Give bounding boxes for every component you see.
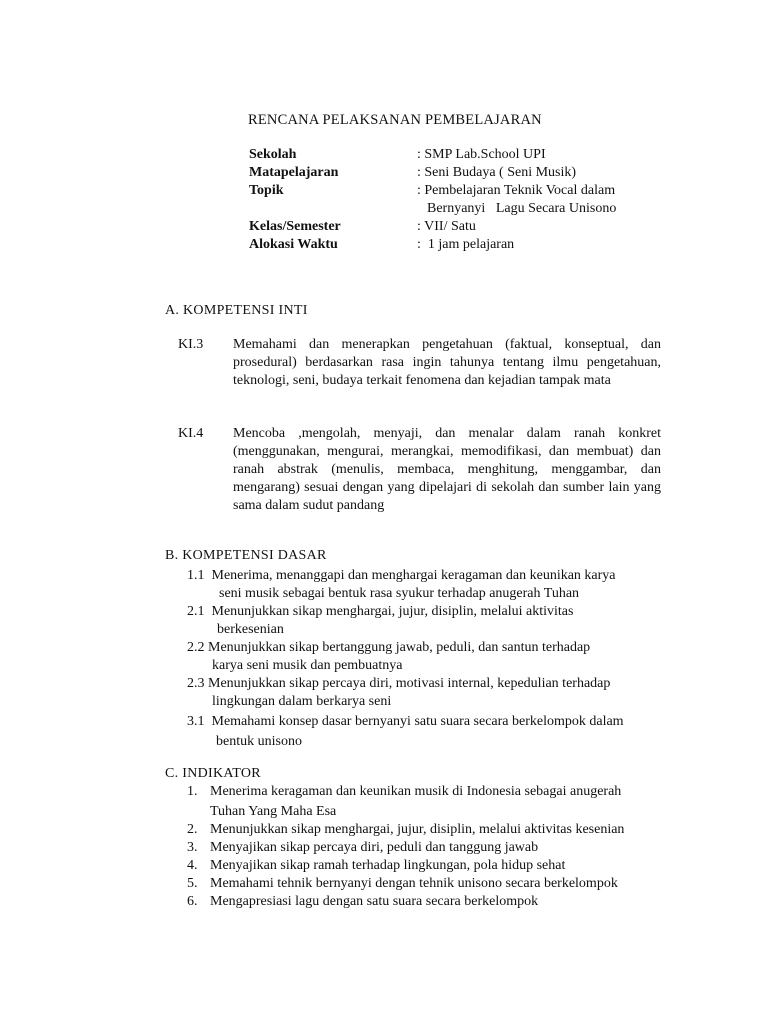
info-value-line: Bernyanyi Lagu Secara Unisono bbox=[427, 201, 617, 216]
list-item bbox=[187, 567, 667, 603]
section-heading-kompetensi-dasar: B. KOMPETENSI DASAR bbox=[165, 548, 327, 563]
list-number: 2. bbox=[187, 822, 198, 837]
kd-line: 2.1 Menunjukkan sikap menghargai, jujur, disiplin, melalui aktivitas bbox=[187, 604, 574, 619]
info-table bbox=[249, 146, 669, 254]
kd-line: berkesenian bbox=[217, 622, 284, 637]
kd-line: lingkungan dalam berkarya seni bbox=[212, 694, 392, 709]
kd-line: 1.1 Menerima, menanggapi dan menghargai keragaman dan keunikan karya bbox=[187, 568, 616, 583]
list-item bbox=[187, 857, 667, 875]
ki-code: KI.3 bbox=[178, 337, 204, 352]
ki-text: Memahami dan menerapkan pengetahuan (faktual, konseptual, dan prosedural) berdasarkan rasa ingin tahunya tentang ilmu pengetahuan, teknologi, seni, budaya terkait fenomena dan kejadian tampak mata bbox=[233, 337, 661, 388]
kd-line: bentuk unisono bbox=[216, 734, 302, 749]
list-text: Menunjukkan sikap menghargai, jujur, disiplin, melalui aktivitas kesenian bbox=[210, 822, 625, 837]
info-value bbox=[417, 182, 667, 218]
kd-line: karya seni musik dan pembuatnya bbox=[212, 658, 403, 673]
info-value-line: : Pembelajaran Teknik Vocal dalam bbox=[417, 183, 616, 198]
list-text: Tuhan Yang Maha Esa bbox=[210, 804, 337, 819]
info-row-matapelajaran bbox=[249, 164, 669, 182]
list-number: 6. bbox=[187, 894, 198, 909]
info-label: Topik bbox=[249, 183, 284, 198]
list-number: 3. bbox=[187, 840, 198, 855]
section-heading-kompetensi-inti: A. KOMPETENSI INTI bbox=[165, 303, 308, 318]
kd-line: 2.3 Menunjukkan sikap percaya diri, motivasi internal, kepedulian terhadap bbox=[187, 676, 611, 691]
kd-list bbox=[187, 567, 667, 751]
info-value: : Seni Budaya ( Seni Musik) bbox=[417, 165, 577, 180]
info-row-sekolah bbox=[249, 146, 669, 164]
list-item bbox=[187, 875, 667, 893]
section-heading-indikator: C. INDIKATOR bbox=[165, 766, 261, 781]
list-item bbox=[187, 713, 667, 751]
info-label: Sekolah bbox=[249, 147, 297, 162]
info-value: : VII/ Satu bbox=[417, 219, 476, 234]
list-number: 5. bbox=[187, 876, 198, 891]
list-item bbox=[187, 893, 667, 911]
ki-text: Mencoba ,mengolah, menyaji, dan menalar dalam ranah konkret (menggunakan, mengurai, merangkai, memodifikasi, dan membuat) dan ranah abstrak (menulis, membaca, menghitung, menggambar, dan mengarang) sesuai dengan yang dipelajari di sekolah dan sumber lain yang sama dalam sudut pandang bbox=[233, 426, 661, 513]
list-text: Memahami tehnik bernyanyi dengan tehnik unisono secara berkelompok bbox=[210, 876, 618, 891]
indikator-list bbox=[187, 783, 667, 911]
list-item bbox=[187, 783, 667, 821]
list-text: Menyajikan sikap ramah terhadap lingkungan, pola hidup sehat bbox=[210, 858, 566, 873]
list-text: Mengapresiasi lagu dengan satu suara secara berkelompok bbox=[210, 894, 539, 909]
kd-line: 3.1 Memahami konsep dasar bernyanyi satu suara secara berkelompok dalam bbox=[187, 714, 624, 729]
kd-line: seni musik sebagai bentuk rasa syukur terhadap anugerah Tuhan bbox=[219, 586, 580, 601]
ki-code: KI.4 bbox=[178, 426, 204, 441]
list-text: Menyajikan sikap percaya diri, peduli dan tanggung jawab bbox=[210, 840, 539, 855]
list-item bbox=[187, 821, 667, 839]
list-number: 4. bbox=[187, 858, 198, 873]
info-label: Matapelajaran bbox=[249, 165, 339, 180]
kd-line: 2.2 Menunjukkan sikap bertanggung jawab, peduli, dan santun terhadap bbox=[187, 640, 591, 655]
info-row-topik bbox=[249, 182, 669, 218]
info-value: : SMP Lab.School UPI bbox=[417, 147, 546, 162]
list-item bbox=[187, 839, 667, 857]
list-item bbox=[187, 603, 667, 639]
info-label: Alokasi Waktu bbox=[249, 237, 338, 252]
list-item bbox=[187, 675, 667, 711]
document-title: RENCANA PELAKSANAN PEMBELAJARAN bbox=[248, 112, 542, 128]
info-row-kelas-semester bbox=[249, 218, 669, 236]
list-item bbox=[187, 639, 667, 675]
info-label: Kelas/Semester bbox=[249, 219, 341, 234]
info-row-alokasi-waktu bbox=[249, 236, 669, 254]
list-number: 1. bbox=[187, 784, 198, 799]
info-value: : 1 jam pelajaran bbox=[417, 237, 515, 252]
list-text: Menerima keragaman dan keunikan musik di Indonesia sebagai anugerah bbox=[210, 784, 622, 799]
